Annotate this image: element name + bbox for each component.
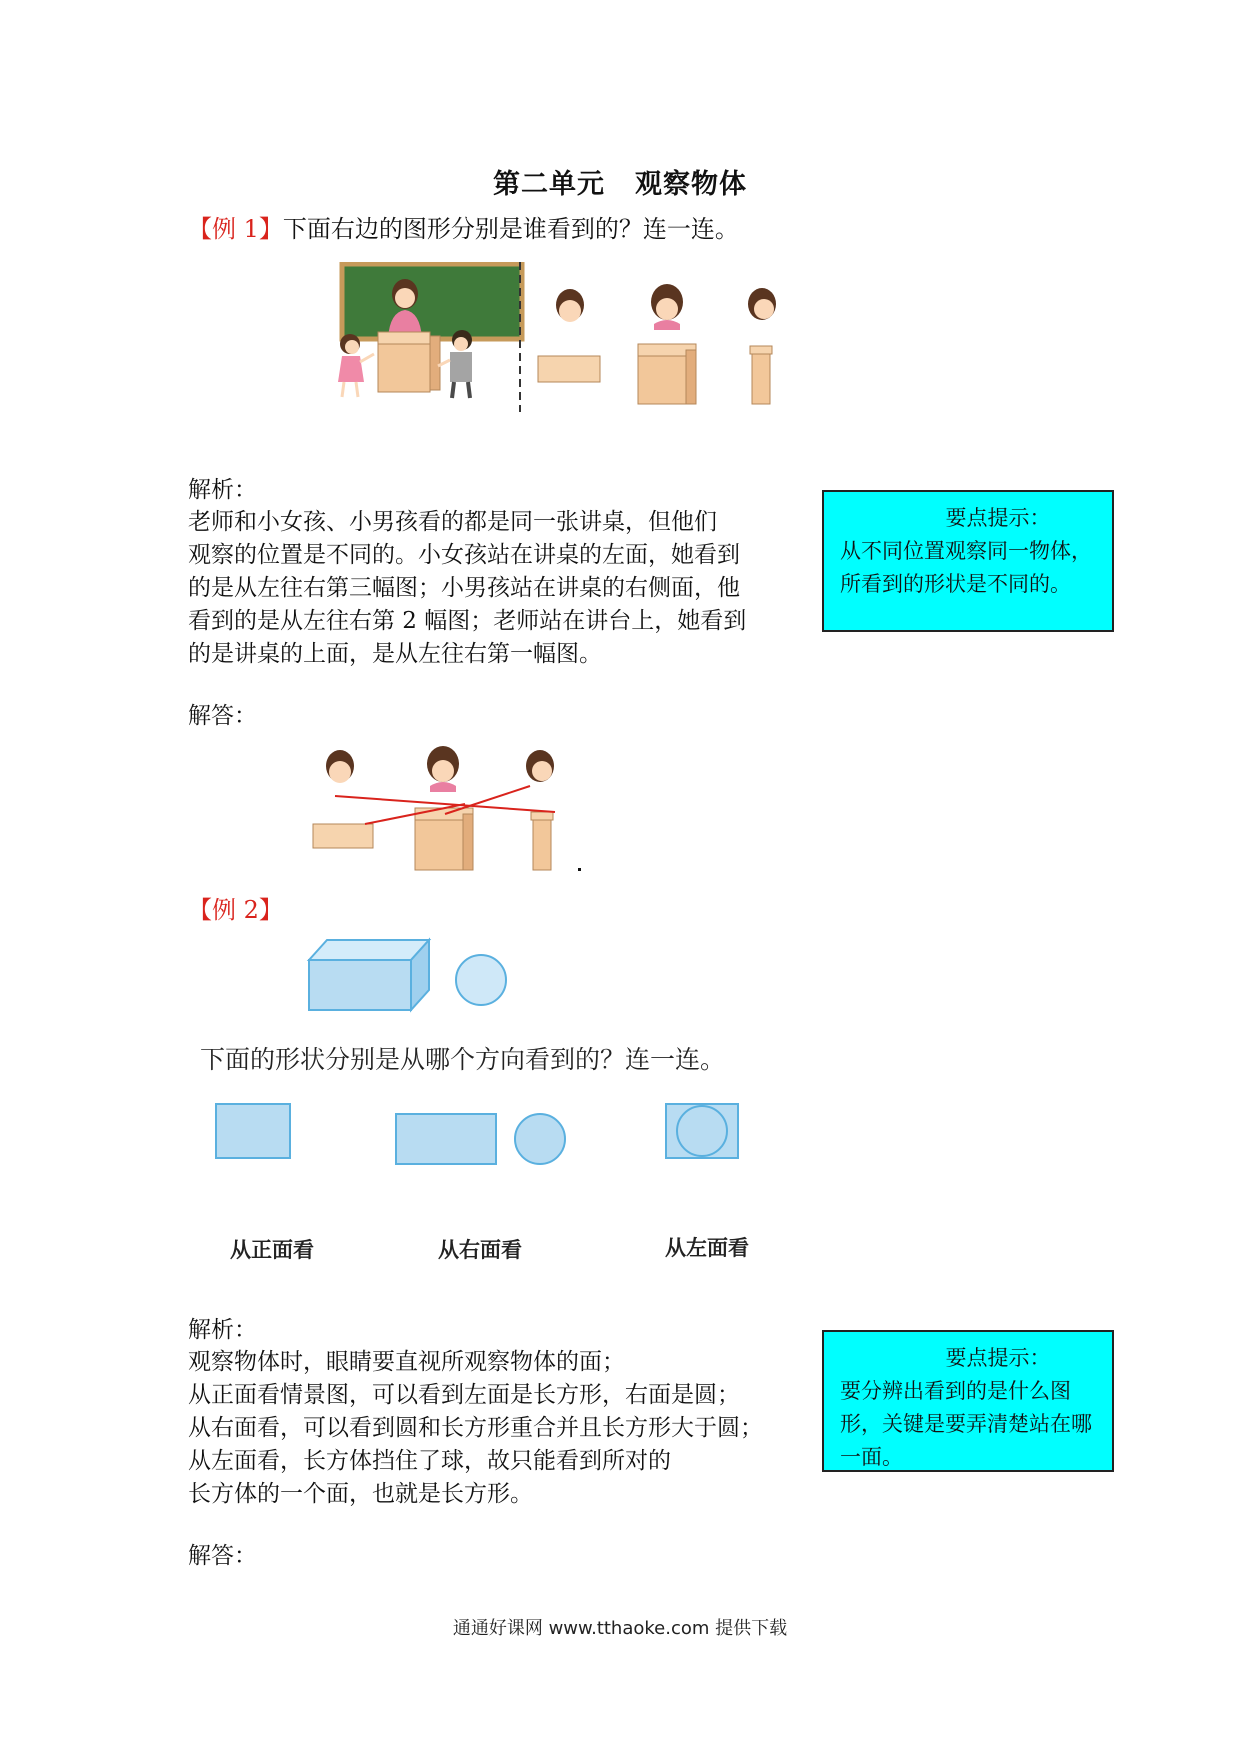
head-boy-icon [748, 288, 776, 320]
example2-label: 【例 2】 [188, 896, 283, 924]
example1-header [188, 213, 739, 246]
head-girl-icon [427, 746, 459, 792]
girl-figure [338, 334, 374, 397]
tip-line: 一面。 [840, 1445, 903, 1469]
head-boy-icon [526, 750, 554, 782]
example2-question: 下面的形状分别是从哪个方向看到的？连一连。 [200, 1045, 726, 1074]
tip-line: 要分辨出看到的是什么图 [840, 1379, 1071, 1403]
footer-text: 通通好课网 www.tthaoke.com 提供下载 [452, 1618, 788, 1639]
view-label-front: 从正面看 [230, 1238, 314, 1262]
blackboard [342, 264, 522, 339]
analysis-line: 看到的是从左往右第 2 幅图；老师站在讲台上，她看到 [188, 608, 747, 634]
answer-matching-illustration [305, 746, 590, 876]
view-shapes-row [200, 1090, 780, 1180]
analysis-line: 从右面看，可以看到圆和长方形重合并且长方形大于圆； [188, 1415, 763, 1441]
tip-line: 所看到的形状是不同的。 [840, 572, 1071, 596]
page-title: 第二单元 观察物体 [493, 169, 747, 200]
side-view-shape [750, 346, 772, 404]
view-label-left: 从左面看 [665, 1236, 749, 1260]
example1-label: 【例 1】 [188, 215, 283, 243]
cuboid-and-ball-illustration [305, 936, 525, 1016]
dot-mark [578, 868, 581, 871]
example2-answer-label: 解答： [188, 1543, 257, 1569]
tip-line: 形，关键是要弄清楚站在哪 [840, 1412, 1092, 1436]
ball-shape [456, 955, 506, 1005]
head-teacher-icon [326, 750, 354, 783]
front-view-shape [638, 344, 696, 404]
analysis-line: 观察物体时，眼睛要直视所观察物体的面； [188, 1349, 625, 1375]
tip-line: 从不同位置观察同一物体， [840, 539, 1092, 563]
analysis-line: 老师和小女孩、小男孩看的都是同一张讲桌，但他们 [188, 509, 717, 535]
analysis-line: 从正面看情景图，可以看到左面是长方形，右面是圆； [188, 1382, 740, 1408]
head-girl-icon [651, 284, 683, 330]
rectangle-view [216, 1104, 290, 1158]
rectangle-and-circle-view [396, 1114, 565, 1164]
analysis-line: 从左面看，长方体挡住了球，故只能看到所对的 [188, 1448, 671, 1474]
top-view-shape [538, 356, 600, 382]
top-view-shape [313, 824, 373, 848]
tip-title: 要点提示： [945, 1346, 1051, 1370]
classroom-illustration [330, 262, 800, 422]
view-label-right: 从右面看 [438, 1238, 522, 1262]
example1-analysis-label: 解析： [188, 477, 257, 503]
rectangle-with-circle-view [666, 1104, 738, 1158]
example1-question: 下面右边的图形分别是谁看到的？连一连。 [282, 215, 739, 243]
analysis-line: 长方体的一个面，也就是长方形。 [188, 1481, 533, 1507]
example2-tip-box [822, 1330, 1114, 1472]
cuboid-shape [309, 940, 429, 1010]
tip-title: 要点提示： [945, 506, 1051, 530]
analysis-line: 观察的位置是不同的。小女孩站在讲桌的左面，她看到 [188, 542, 740, 568]
analysis-line: 的是从左往右第三幅图；小男孩站在讲桌的右侧面，他 [188, 575, 740, 601]
example2-analysis-label: 解析： [188, 1317, 257, 1343]
example1-answer-label: 解答： [188, 703, 257, 729]
side-view-shape [531, 812, 553, 870]
analysis-line: 的是讲桌的上面，是从左往右第一幅图。 [188, 641, 602, 667]
example2-analysis [188, 1346, 808, 1511]
example1-tip-box [822, 490, 1114, 632]
front-view-shape [415, 808, 473, 870]
example1-analysis [188, 506, 808, 671]
podium-desk [378, 332, 440, 392]
head-teacher-icon [556, 289, 584, 322]
